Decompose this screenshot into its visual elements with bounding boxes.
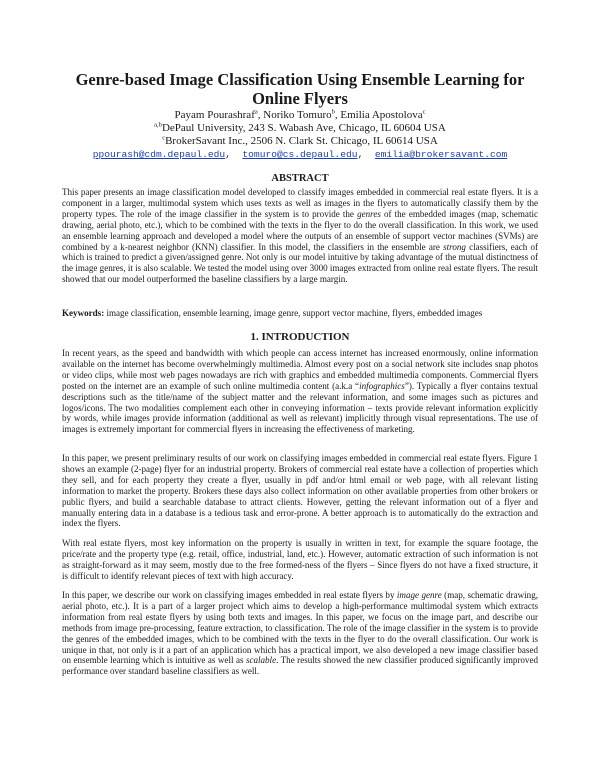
abstract-emphasis: strong	[443, 241, 466, 252]
intro-text: In recent years, as the speed and bandwidth with which people can access internet has increased enormously, online information available on the internet has become overwhelmingly multimedia. Almost every post on a social network site includes snap photos or video clips, while most web pages nowadays are rich with graphics and embedded multimedia components. Commercial flyers posted on the internet are an example of such online multimedia content (a.k.a “	[62, 348, 538, 391]
intro-text: (map, schematic drawing, aerial photo, etc.). It is a part of a larger project which aims to develop a high-performance multimodal system which extracts information from real estate flyers by using both texts and images. In this paper, we focus on the image part, and describe our methods from image pre-processing, feature extraction, to classification. The role of the image classifier in the system is to provide the genres of the embedded images, which to be combined with the texts in the flyer to do the overall classification. Our work is unique in that, not only is it a part of an application which has a practical import, we also developed a new image classifier based on ensemble learning which is intuitive as well as	[62, 590, 538, 666]
author-sup: b	[331, 108, 335, 116]
affiliation-depaul	[0, 122, 600, 135]
intro-emphasis: infographics	[359, 380, 405, 391]
email-line	[0, 149, 600, 160]
affiliation-text: BrokerSavant Inc., 2506 N. Clark St. Chicago, IL 60614 USA	[165, 135, 438, 147]
affiliation-sup: a,b	[154, 121, 162, 129]
author-sup: c	[422, 108, 426, 116]
section-heading-introduction: 1. INTRODUCTION	[250, 331, 350, 343]
author-name: , Emilia Apostolova	[334, 109, 423, 121]
email-link-tomuro[interactable]: tomuro@cs.depaul.edu	[242, 149, 358, 160]
email-separator: ,	[357, 149, 364, 160]
author-sup: a	[254, 108, 258, 116]
author-name: , Noriko Tomuro	[257, 109, 332, 121]
email-link-apostolova[interactable]: emilia@brokersavant.com	[374, 149, 508, 160]
paper-title: Genre-based Image Classification Using Ensemble Learning for Online Flyers	[75, 70, 525, 108]
intro-emphasis: scalable	[245, 655, 277, 666]
abstract-text: of the embedded images (map, schematic drawing, aerial photo, etc.), which to be combined with the texts in the flyer to do the overall classification. In this work, we used an ensemble learning approach and developed a model where the outputs of an ensemble of support vector machines (SVMs) are combined by a k-nearest neighbor (KNN) classifier. In this model, the classifiers in the ensemble are	[62, 208, 538, 252]
keywords-text: image classification, ensemble learning, image genre, support vector machine, flyers, embedded images	[104, 308, 483, 318]
affiliation-sup: c	[162, 134, 166, 142]
abstract-text: This paper presents an image classification model developed to classify images embedded in commercial real estate flyers. It is a component in a larger, multimodal system which uses texts as well as images in the flyers to automatically classify them by the property types. The role of the image classifier in the system is to provide the	[62, 187, 538, 219]
abstract-paragraph	[62, 187, 538, 285]
affiliation-brokersavant	[0, 135, 600, 148]
email-link-pourashraf[interactable]: ppourash@cdm.depaul.edu	[92, 149, 226, 160]
intro-text: In this paper, we describe our work on classifying images embedded in real estate flyers by	[62, 590, 397, 600]
affiliation-text: DePaul University, 243 S. Wabash Ave, Chicago, IL 60604 USA	[161, 122, 446, 134]
intro-paragraph-2: In this paper, we present preliminary results of our work on classifying images embedded in commercial real estate flyers. Figure 1 shows an example (2-page) flyer for an industrial property. Brokers of commercial real estate have a collection of properties which they sell, and for each property they create a flyer, usually in pdf and/or html email or web page, with all relevant listing information to market the property. Brokers these days also collect information on other available properties from other brokers or public flyers, and build a searchable database to attract clients. However, getting the relevant information out of a flyer and manually entering data in a database is a tedious task and error-prone. A better approach is to automatically do the extraction and index the flyers.	[62, 453, 538, 529]
intro-text: ”). Typically a flyer contains textual descriptions such as the title/name of the subject matter and the relevant information, and some images such as pictures and logos/icons. The two modalities complement each other in conveying information – texts provide relevant information explicitly by words, while images provide information (additional as well as relevant) implicitly through visual representations. The use of images is extremely important for commercial flyers in increasing the effectiveness of marketing.	[62, 380, 538, 435]
abstract-heading: ABSTRACT	[271, 173, 329, 184]
abstract-text: classifiers, each of which is trained to predict a given/assigned genre. Not only is our model intuitive by taking advantage of the mutual distinctness of the image genres, it is also scalable. We tested the model using over 3000 images extracted from online real estate flyers. The result showed that our model outperformed the baseline classifiers by a large margin.	[62, 241, 539, 285]
intro-paragraph-4	[62, 590, 538, 677]
intro-text: . The results showed the new classifier produced significantly improved performance over standard baseline classifiers as well.	[62, 655, 538, 677]
keywords-label: Keywords:	[62, 308, 105, 318]
intro-emphasis: image genre	[396, 590, 442, 600]
author-name: Payam Pourashraf	[174, 109, 255, 121]
email-separator: ,	[225, 149, 231, 160]
keywords-line	[62, 308, 538, 319]
author-line	[0, 109, 600, 122]
intro-paragraph-1	[62, 348, 538, 435]
abstract-emphasis: genres	[357, 208, 381, 219]
intro-paragraph-3: With real estate flyers, most key information on the property is usually in written in text, for example the square footage, the price/rate and the property type (e.g. retail, office, industrial, land, etc.). However, automatic extraction of such information is not as straight-forward as it may seem, mostly due to the free formed-ness of the flyers – Since flyers do not have a fixed structure, it is difficult to identify relevant pieces of text with high accuracy.	[62, 538, 538, 581]
